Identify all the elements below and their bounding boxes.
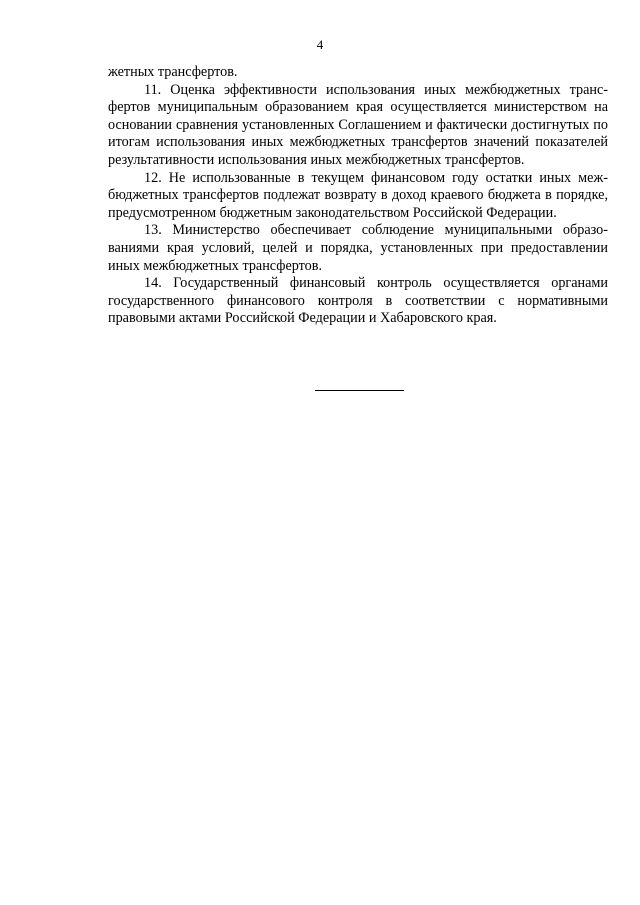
page-number: 4	[316, 37, 324, 52]
paragraph-14: 14. Государственный финансовый контроль осуществляется органами государственного финансового контроля в соответствии с нормативными правовыми актами Российской Федерации и Хабаровского края.	[108, 275, 608, 327]
paragraph-12: 12. Не использованные в текущем финансовом году остатки иных межбюджетных трансфертов подлежат возврату в доход краевого бюджета в порядке, предусмотренном бюджетным законодательством Российской Федерации.	[108, 169, 608, 221]
end-of-document-rule	[315, 390, 404, 391]
paragraph-13: 13. Министерство обеспечивает соблюдение муниципальными образованиями края условий, целей и порядка, установленных при предоставлении иных межбюджетных трансфертов.	[108, 222, 608, 274]
paragraph-continuation: жетных трансфертов.	[108, 64, 238, 80]
document-body	[108, 64, 608, 328]
paragraph-11: 11. Оценка эффективности использования иных межбюджетных трансфертов муниципальным образованием края осуществляется министерством на основании сравнения установленных Соглашением и фактически достигнутых по итогам использования иных межбюджетных трансфертов значений показателей результативности использования иных межбюджетных трансфертов.	[108, 81, 608, 168]
